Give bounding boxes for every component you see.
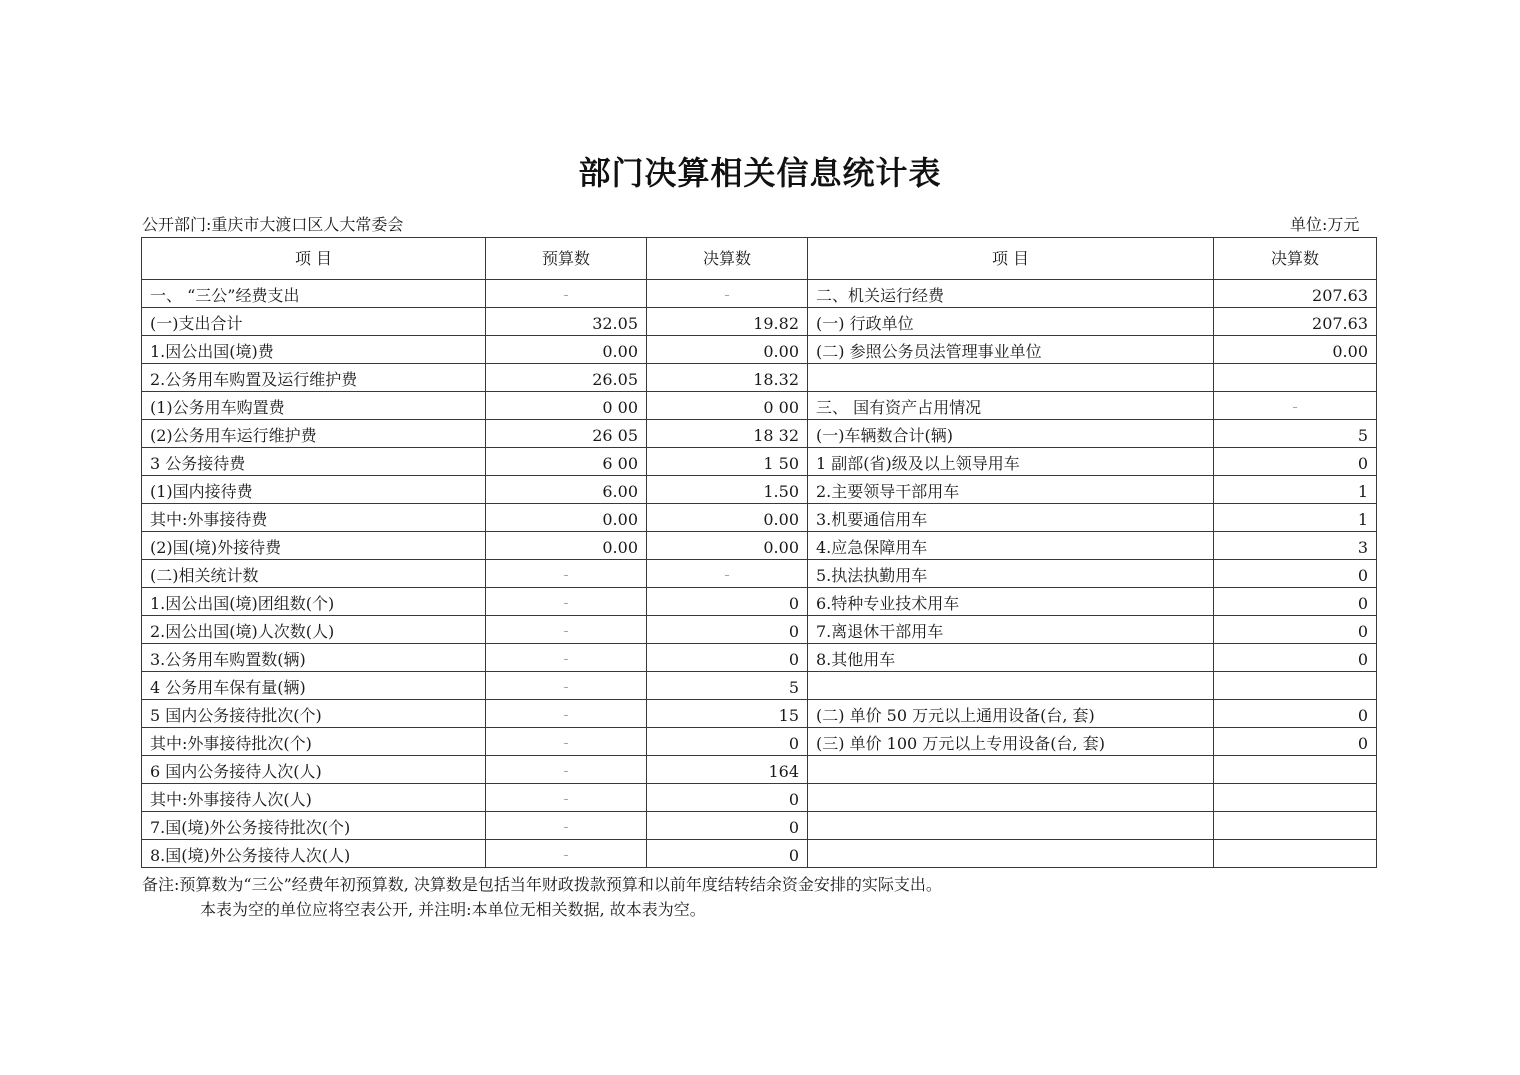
table-row bbox=[142, 812, 1377, 840]
final-cell: 0 bbox=[647, 616, 808, 644]
final-cell: 0.00 bbox=[647, 532, 808, 560]
final-cell: 0 bbox=[647, 728, 808, 756]
right-item-cell: 5.执法执勤用车 bbox=[808, 560, 1214, 588]
left-item-cell: (1)公务用车购置费 bbox=[142, 392, 486, 420]
final-cell: 0 00 bbox=[647, 392, 808, 420]
right-final-cell bbox=[1214, 364, 1377, 392]
right-item-cell: 4.应急保障用车 bbox=[808, 532, 1214, 560]
right-final-cell: 207.63 bbox=[1214, 308, 1377, 336]
table-row bbox=[142, 504, 1377, 532]
final-cell: 15 bbox=[647, 700, 808, 728]
right-final-cell: 3 bbox=[1214, 532, 1377, 560]
right-item-cell bbox=[808, 812, 1214, 840]
budget-cell: 26.05 bbox=[486, 364, 647, 392]
table-row bbox=[142, 420, 1377, 448]
right-final-cell bbox=[1214, 672, 1377, 700]
final-cell: 0 bbox=[647, 784, 808, 812]
budget-cell: – bbox=[486, 700, 647, 728]
budget-cell: – bbox=[486, 588, 647, 616]
final-cell: 0 bbox=[647, 840, 808, 868]
budget-cell: – bbox=[486, 756, 647, 784]
right-item-cell: 7.离退休干部用车 bbox=[808, 616, 1214, 644]
final-cell: – bbox=[647, 560, 808, 588]
table-row bbox=[142, 840, 1377, 868]
final-cell: 0 bbox=[647, 588, 808, 616]
right-final-cell: 0 bbox=[1214, 728, 1377, 756]
left-item-cell: (2)公务用车运行维护费 bbox=[142, 420, 486, 448]
page-title: 部门决算相关信息统计表 bbox=[578, 154, 942, 192]
budget-cell: 32.05 bbox=[486, 308, 647, 336]
right-item-cell bbox=[808, 364, 1214, 392]
left-item-cell: 一、 “三公”经费支出 bbox=[142, 280, 486, 308]
left-item-cell: 5 国内公务接待批次(个) bbox=[142, 700, 486, 728]
right-item-cell bbox=[808, 756, 1214, 784]
budget-cell: – bbox=[486, 560, 647, 588]
right-final-cell: 1 bbox=[1214, 476, 1377, 504]
table-row bbox=[142, 616, 1377, 644]
left-item-cell: 4 公务用车保有量(辆) bbox=[142, 672, 486, 700]
final-cell: 164 bbox=[647, 756, 808, 784]
table-row bbox=[142, 700, 1377, 728]
final-cell: 5 bbox=[647, 672, 808, 700]
header-budget: 预算数 bbox=[486, 238, 647, 280]
left-item-cell: 1.因公出国(境)费 bbox=[142, 336, 486, 364]
table-row bbox=[142, 672, 1377, 700]
budget-cell: 0.00 bbox=[486, 504, 647, 532]
left-item-cell: 7.国(境)外公务接待批次(个) bbox=[142, 812, 486, 840]
right-final-cell bbox=[1214, 840, 1377, 868]
final-cell: 0 bbox=[647, 812, 808, 840]
right-final-cell: 5 bbox=[1214, 420, 1377, 448]
table-row bbox=[142, 448, 1377, 476]
right-final-cell: 0 bbox=[1214, 588, 1377, 616]
right-final-cell bbox=[1214, 812, 1377, 840]
budget-cell: – bbox=[486, 280, 647, 308]
final-cell: 19.82 bbox=[647, 308, 808, 336]
right-item-cell: 三、 国有资产占用情况 bbox=[808, 392, 1214, 420]
right-item-cell: (一)车辆数合计(辆) bbox=[808, 420, 1214, 448]
right-item-cell bbox=[808, 784, 1214, 812]
table-row bbox=[142, 756, 1377, 784]
right-final-cell: 1 bbox=[1214, 504, 1377, 532]
right-final-cell: 0 bbox=[1214, 560, 1377, 588]
header-item-right: 项 目 bbox=[808, 238, 1214, 280]
table-body bbox=[142, 280, 1377, 868]
right-item-cell: (一) 行政单位 bbox=[808, 308, 1214, 336]
table-header-row bbox=[142, 238, 1377, 280]
table-row bbox=[142, 364, 1377, 392]
budget-cell: 26 05 bbox=[486, 420, 647, 448]
table-row bbox=[142, 336, 1377, 364]
notes bbox=[142, 872, 942, 922]
department-label: 公开部门:重庆市大渡口区人大常委会 bbox=[142, 215, 404, 234]
right-final-cell: 0 bbox=[1214, 616, 1377, 644]
final-cell: 0.00 bbox=[647, 504, 808, 532]
budget-cell: 0 00 bbox=[486, 392, 647, 420]
table-row bbox=[142, 308, 1377, 336]
left-item-cell: (1)国内接待费 bbox=[142, 476, 486, 504]
right-item-cell: (三) 单价 100 万元以上专用设备(台, 套) bbox=[808, 728, 1214, 756]
left-item-cell: 2.公务用车购置及运行维护费 bbox=[142, 364, 486, 392]
right-item-cell: (二) 单价 50 万元以上通用设备(台, 套) bbox=[808, 700, 1214, 728]
final-cell: – bbox=[647, 280, 808, 308]
right-final-cell: 0.00 bbox=[1214, 336, 1377, 364]
final-cell: 18.32 bbox=[647, 364, 808, 392]
right-item-cell: 1 副部(省)级及以上领导用车 bbox=[808, 448, 1214, 476]
table-row bbox=[142, 784, 1377, 812]
budget-cell: 0.00 bbox=[486, 336, 647, 364]
header-final: 决算数 bbox=[647, 238, 808, 280]
table-row bbox=[142, 392, 1377, 420]
left-item-cell: (一)支出合计 bbox=[142, 308, 486, 336]
left-item-cell: (2)国(境)外接待费 bbox=[142, 532, 486, 560]
left-item-cell: 3 公务接待费 bbox=[142, 448, 486, 476]
left-item-cell: (二)相关统计数 bbox=[142, 560, 486, 588]
right-final-cell: 0 bbox=[1214, 448, 1377, 476]
left-item-cell: 8.国(境)外公务接待人次(人) bbox=[142, 840, 486, 868]
budget-cell: – bbox=[486, 784, 647, 812]
note-line-2: 本表为空的单位应将空表公开, 并注明:本单位无相关数据, 故本表为空。 bbox=[200, 900, 706, 919]
note-line-1: 备注:预算数为“三公”经费年初预算数, 决算数是包括当年财政拨款预算和以前年度结转结余资金安排的实际支出。 bbox=[142, 875, 942, 894]
left-item-cell: 其中:外事接待费 bbox=[142, 504, 486, 532]
table-row bbox=[142, 588, 1377, 616]
left-item-cell: 6 国内公务接待人次(人) bbox=[142, 756, 486, 784]
right-final-cell: 207.63 bbox=[1214, 280, 1377, 308]
right-item-cell: (二) 参照公务员法管理事业单位 bbox=[808, 336, 1214, 364]
left-item-cell: 2.因公出国(境)人次数(人) bbox=[142, 616, 486, 644]
right-item-cell bbox=[808, 840, 1214, 868]
budget-cell: – bbox=[486, 644, 647, 672]
right-final-cell bbox=[1214, 784, 1377, 812]
budget-cell: 6.00 bbox=[486, 476, 647, 504]
final-cell: 1 50 bbox=[647, 448, 808, 476]
right-item-cell: 6.特种专业技术用车 bbox=[808, 588, 1214, 616]
final-cell: 0 bbox=[647, 644, 808, 672]
right-item-cell: 二、机关运行经费 bbox=[808, 280, 1214, 308]
right-item-cell: 2.主要领导干部用车 bbox=[808, 476, 1214, 504]
unit-label: 单位:万元 bbox=[1290, 215, 1360, 234]
right-item-cell: 3.机要通信用车 bbox=[808, 504, 1214, 532]
final-cell: 0.00 bbox=[647, 336, 808, 364]
budget-cell: – bbox=[486, 840, 647, 868]
header-final-right: 决算数 bbox=[1214, 238, 1377, 280]
budget-cell: 0.00 bbox=[486, 532, 647, 560]
right-final-cell: 0 bbox=[1214, 644, 1377, 672]
budget-cell: – bbox=[486, 812, 647, 840]
right-item-cell bbox=[808, 672, 1214, 700]
table-row bbox=[142, 532, 1377, 560]
table-row bbox=[142, 644, 1377, 672]
table-row bbox=[142, 728, 1377, 756]
table-row bbox=[142, 560, 1377, 588]
right-final-cell: 0 bbox=[1214, 700, 1377, 728]
table-row bbox=[142, 280, 1377, 308]
left-item-cell: 其中:外事接待批次(个) bbox=[142, 728, 486, 756]
header-item-left: 项 目 bbox=[142, 238, 486, 280]
budget-cell: – bbox=[486, 728, 647, 756]
statistics-table bbox=[141, 237, 1377, 868]
budget-cell: – bbox=[486, 672, 647, 700]
table-row bbox=[142, 476, 1377, 504]
right-final-cell: – bbox=[1214, 392, 1377, 420]
left-item-cell: 3.公务用车购置数(辆) bbox=[142, 644, 486, 672]
left-item-cell: 其中:外事接待人次(人) bbox=[142, 784, 486, 812]
budget-cell: – bbox=[486, 616, 647, 644]
left-item-cell: 1.因公出国(境)团组数(个) bbox=[142, 588, 486, 616]
right-final-cell bbox=[1214, 756, 1377, 784]
right-item-cell: 8.其他用车 bbox=[808, 644, 1214, 672]
budget-cell: 6 00 bbox=[486, 448, 647, 476]
final-cell: 1.50 bbox=[647, 476, 808, 504]
final-cell: 18 32 bbox=[647, 420, 808, 448]
